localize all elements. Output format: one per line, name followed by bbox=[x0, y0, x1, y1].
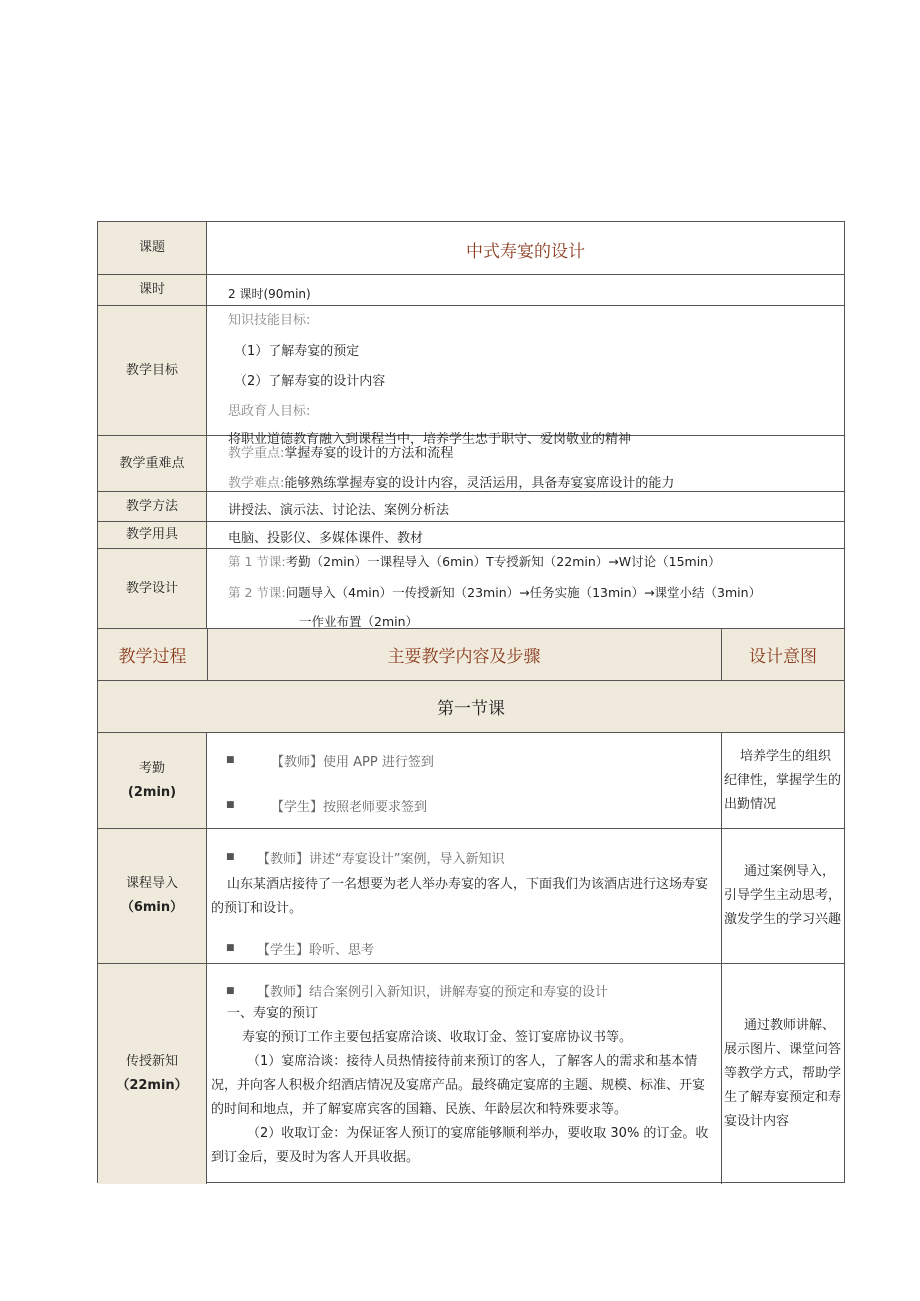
bullet-icon: ■ bbox=[226, 852, 235, 862]
teaching-content bbox=[207, 964, 721, 1184]
lesson1-label: 第 1 节课: bbox=[228, 554, 286, 569]
process-header-row bbox=[98, 629, 844, 681]
teaching-heading: 一、寿宴的预订 bbox=[227, 1006, 319, 1021]
ideological-text: 将职业道德教育融入到课程当中，培养学生忠于职守、爱岗敬业的精神 bbox=[228, 432, 632, 447]
intro-case-text: 山东某酒店接待了一名想要为老人举办寿宴的客人，下面我们为该酒店进行这场寿宴的预订和设计。 bbox=[211, 877, 709, 916]
teaching-teacher: 【教师】结合案例引入新知识，讲解寿宴的预定和寿宴的设计 bbox=[257, 985, 609, 1000]
difficulty-line bbox=[228, 472, 674, 491]
design-cell bbox=[207, 549, 844, 628]
section1-title: 第一节课 bbox=[437, 699, 505, 719]
objective-item-1: （1）了解寿宴的预定 bbox=[234, 344, 360, 359]
intro-content bbox=[207, 829, 721, 963]
teaching-label-cell bbox=[98, 964, 207, 1184]
design-label: 教学设计 bbox=[98, 549, 207, 628]
attendance-label-cell bbox=[98, 733, 207, 828]
lesson2-continuation: 一作业布置（2min） bbox=[299, 614, 419, 629]
intent-col-header: 设计意图 bbox=[721, 629, 844, 680]
attendance-teacher: 【教师】使用 APP 进行签到 bbox=[271, 755, 434, 770]
design-row bbox=[98, 549, 844, 629]
tools-row bbox=[98, 522, 844, 549]
teaching-para3: （2）收取订金：为保证客人预订的宴席能够顺利举办，要收取 30% 的订金。收到订金后，要及时为客人开具收据。 bbox=[211, 1126, 709, 1165]
tools-value: 电脑、投影仪、多媒体课件、教材 bbox=[228, 531, 424, 546]
objective-item-2: （2）了解寿宴的设计内容 bbox=[234, 374, 386, 389]
methods-value: 讲授法、演示法、讨论法、案例分析法 bbox=[228, 503, 450, 518]
attendance-label-time: (2min) bbox=[127, 784, 177, 800]
key-points-cell bbox=[207, 436, 844, 491]
teaching-para1: 寿宴的预订工作主要包括宴席洽谈、收取订金、签订宴席协议书等。 bbox=[242, 1030, 633, 1045]
topic-title: 中式寿宴的设计 bbox=[466, 242, 585, 262]
key-points-label: 教学重难点 bbox=[98, 436, 207, 491]
lesson1-text: 考勤（2min）一课程导入（6min）T专授新知（22min）→W讨论（15min） bbox=[285, 554, 721, 569]
objectives-label: 教学目标 bbox=[98, 306, 207, 435]
lesson2-label: 第 2 节课: bbox=[228, 585, 286, 600]
teaching-label-name: 传授新知 bbox=[125, 1054, 178, 1069]
ideological-title: 思政育人目标: bbox=[228, 404, 311, 419]
hours-label: 课时 bbox=[98, 275, 207, 305]
methods-row bbox=[98, 492, 844, 522]
attendance-row bbox=[98, 733, 844, 829]
attendance-content bbox=[207, 733, 721, 828]
bullet-icon: ■ bbox=[226, 800, 235, 810]
objectives-row bbox=[98, 306, 844, 447]
knowledge-title: 知识技能目标: bbox=[228, 313, 311, 328]
difficulty-text: 能够熟练掌握寿宴的设计内容，灵活运用，具备寿宴宴席设计的能力 bbox=[284, 476, 675, 491]
lesson-plan-table bbox=[97, 221, 845, 1183]
topic-row bbox=[98, 222, 844, 275]
intro-label-cell bbox=[98, 829, 207, 963]
bullet-icon: ■ bbox=[226, 943, 235, 953]
methods-cell bbox=[207, 492, 844, 521]
intro-label-name: 课程导入 bbox=[125, 876, 178, 891]
teaching-row bbox=[98, 964, 844, 1184]
section1-row bbox=[98, 681, 844, 733]
intro-intent: 通过案例导入，引导学生主动思考，激发学生的学习兴趣 bbox=[721, 829, 844, 963]
difficulty-label: 教学难点: bbox=[228, 476, 285, 491]
focus-text: 掌握寿宴的设计的方法和流程 bbox=[284, 446, 454, 461]
bullet-icon: ■ bbox=[226, 755, 235, 765]
attendance-label-name: 考勤 bbox=[138, 760, 165, 776]
lesson1-line bbox=[228, 552, 721, 570]
focus-label: 教学重点: bbox=[228, 446, 285, 461]
teaching-label-time: （22min） bbox=[116, 1078, 188, 1093]
hours-value: 2 课时(90min) bbox=[228, 287, 311, 301]
intro-student: 【学生】聆听、思考 bbox=[257, 943, 375, 958]
topic-label: 课题 bbox=[98, 222, 207, 274]
intro-label-time: （6min） bbox=[120, 900, 184, 915]
objectives-cell bbox=[207, 306, 844, 447]
lesson2-line bbox=[228, 583, 761, 601]
bullet-icon: ■ bbox=[226, 986, 235, 996]
intro-row bbox=[98, 829, 844, 964]
topic-value-cell bbox=[207, 222, 844, 274]
hours-value-cell bbox=[207, 275, 844, 305]
hours-row bbox=[98, 275, 844, 306]
tools-cell bbox=[207, 522, 844, 548]
teaching-para2: （1）宴席洽谈：接待人员热情接待前来预订的客人，了解客人的需求和基本情况，并向客人积极介绍酒店情况及宴席产品。最终确定宴席的主题、规模、标准、开宴的时间和地点，并了解宴席宾客的国籍、民族、年龄层次和特殊要求等。 bbox=[211, 1054, 706, 1117]
tools-label: 教学用具 bbox=[98, 522, 207, 548]
attendance-student: 【学生】按照老师要求签到 bbox=[271, 800, 428, 815]
key-points-row bbox=[98, 436, 844, 492]
content-col-header: 主要教学内容及步骤 bbox=[387, 647, 541, 667]
intro-teacher: 【教师】讲述“寿宴设计”案例，导入新知识 bbox=[257, 852, 505, 867]
methods-label: 教学方法 bbox=[98, 492, 207, 521]
focus-line bbox=[228, 442, 453, 461]
process-col-header: 教学过程 bbox=[98, 629, 208, 680]
lesson2-text: 问题导入（4min）一传授新知（23min）→任务实施（13min）→课堂小结（3min） bbox=[285, 585, 762, 600]
attendance-intent: 培养学生的组织纪律性，掌握学生的出勤情况 bbox=[721, 733, 844, 828]
teaching-intent: 通过教师讲解、展示图片、课堂问答等教学方式，帮助学生了解寿宴预定和寿宴设计内容 bbox=[721, 964, 844, 1184]
